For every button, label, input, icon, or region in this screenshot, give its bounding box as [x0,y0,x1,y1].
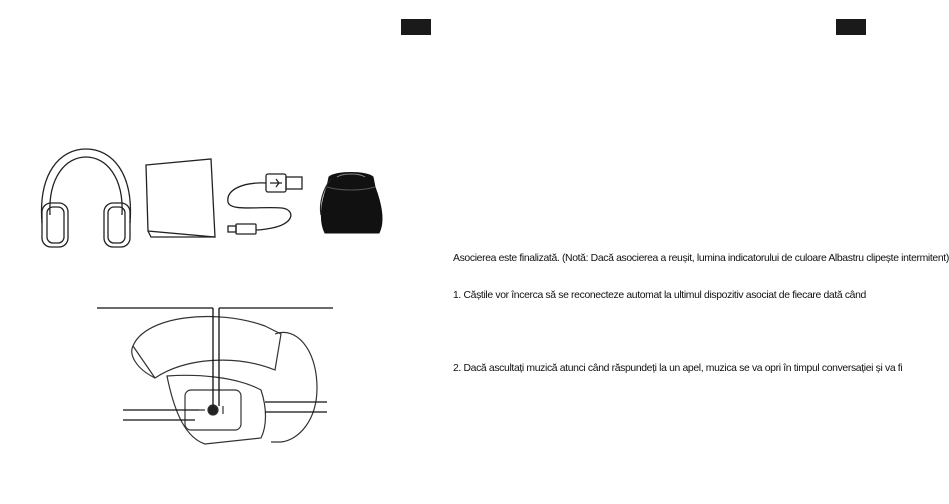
instruction-item-2: 2. Dacă ascultați muzică atunci când răspundeți la un apel, muzica se va opri în timpul conversației și va fi [453,363,903,374]
pairing-complete-note: Asocierea este finalizată. (Notă: Dacă asocierea a reușit, lumina indicatorului de culoare Albastru clipește intermitent) [453,253,949,264]
pouch-bag-illustration [315,163,387,239]
page-corner-tab-right [836,19,866,35]
instruction-item-1: 1. Căștile vor încerca să se reconecteze automat la ultimul dispozitiv asociat de fiecare dată când [453,290,866,301]
right-page [432,0,949,504]
left-page [0,0,432,504]
page-corner-tab-left [401,19,431,35]
headphones-illustration [38,143,134,251]
usb-cable-illustration [222,168,310,240]
manual-booklet-illustration [143,157,219,241]
headphones-controls-diagram [95,298,335,458]
